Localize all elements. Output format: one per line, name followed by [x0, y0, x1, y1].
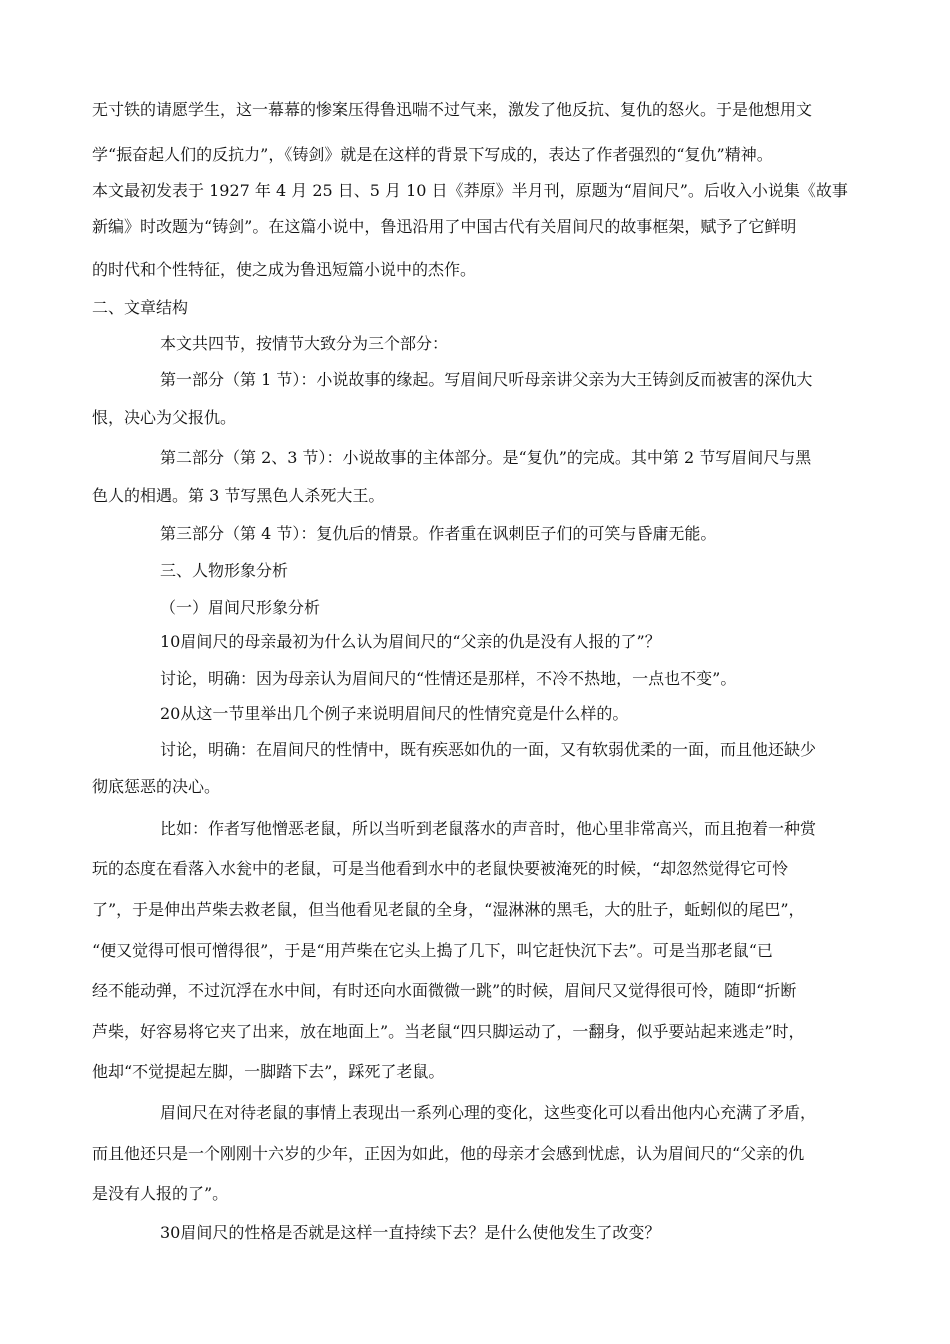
paragraph-line: 是没有人报的了”。 — [92, 1184, 229, 1203]
paragraph-line: 眉间尺在对待老鼠的事情上表现出一系列心理的变化，这些变化可以看出他内心充满了矛盾， — [160, 1103, 817, 1122]
paragraph-line: 讨论，明确：因为母亲认为眉间尺的“性情还是那样，不冷不热地，一点也不变”。 — [160, 669, 737, 688]
question-line: 10眉间尺的母亲最初为什么认为眉间尺的“父亲的仇是没有人报的了”？ — [160, 632, 661, 651]
paragraph-line: 了”，于是伸出芦柴去救老鼠，但当他看见老鼠的全身，“湿淋淋的黑毛，大的肚子，蚯蚓似的尾巴”， — [92, 900, 805, 919]
paragraph-line: 本文最初发表于 1927 年 4 月 25 日、5 月 10 日《莽原》半月刊，原题为“眉间尺”。后收入小说集《故事 — [92, 181, 848, 200]
subsection-heading: （一）眉间尺形象分析 — [160, 598, 321, 617]
question-line: 20从这一节里举出几个例子来说明眉间尺的性情究竟是什么样的。 — [160, 704, 629, 723]
paragraph-line: 彻底惩恶的决心。 — [92, 777, 221, 796]
paragraph-line: 玩的态度在看落入水瓮中的老鼠，可是当他看到水中的老鼠快要被淹死的时候，“却忽然觉得它可怜 — [92, 859, 789, 878]
paragraph-line: 色人的相遇。第 3 节写黑色人杀死大王。 — [92, 486, 385, 505]
paragraph-line: 比如：作者写他憎恶老鼠，所以当听到老鼠落水的声音时，他心里非常高兴，而且抱着一种赏 — [160, 819, 817, 838]
paragraph-line: “便又觉得可恨可憎得很”，于是“用芦柴在它头上搗了几下，叫它赶快沉下去”。可是当那老鼠“已 — [92, 941, 773, 960]
paragraph-line: 的时代和个性特征，使之成为鲁迅短篇小说中的杰作。 — [92, 260, 477, 279]
paragraph-line: 他却“不觉提起左脚，一脚踏下去”，踩死了老鼠。 — [92, 1062, 445, 1081]
paragraph-line: 第三部分（第 4 节）：复仇后的情景。作者重在讽刺臣子们的可笑与昏庸无能。 — [160, 524, 717, 543]
paragraph-line: 无寸铁的请愿学生，这一幕幕的惨案压得鲁迅喘不过气来，激发了他反抗、复仇的怒火。于是他想用文 — [92, 100, 813, 119]
paragraph-line: 而且他还只是一个刚刚十六岁的少年，正因为如此，他的母亲才会感到忧虑，认为眉间尺的“父亲的仇 — [92, 1144, 805, 1163]
paragraph-line: 本文共四节，按情节大致分为三个部分： — [160, 334, 449, 353]
paragraph-line: 学“振奋起人们的反抗力”，《铸剑》就是在这样的背景下写成的，表达了作者强烈的“复仇”精神。 — [92, 145, 773, 164]
paragraph-line: 讨论，明确：在眉间尺的性情中，既有疾恶如仇的一面，又有软弱优柔的一面，而且他还缺少 — [160, 740, 817, 759]
paragraph-line: 芦柴，好容易将它夹了出来，放在地面上”。当老鼠“四只脚运动了，一翻身，似乎要站起来逃走”时， — [92, 1022, 805, 1041]
paragraph-line: 第一部分（第 1 节）：小说故事的缘起。写眉间尺听母亲讲父亲为大王铸剑反而被害的深仇大 — [160, 370, 813, 389]
section-heading: 二、文章结构 — [92, 298, 189, 317]
paragraph-line: 新编》时改题为“铸剑”。在这篇小说中，鲁迅沿用了中国古代有关眉间尺的故事框架，赋予了它鲜明 — [92, 217, 797, 236]
paragraph-line: 恨，决心为父报仇。 — [92, 408, 237, 427]
question-line: 30眉间尺的性格是否就是这样一直持续下去？是什么使他发生了改变？ — [160, 1223, 661, 1242]
paragraph-line: 第二部分（第 2、3 节）：小说故事的主体部分。是“复仇”的完成。其中第 2 节写眉间尺与黑 — [160, 448, 812, 467]
paragraph-line: 经不能动弹，不过沉浮在水中间，有时还向水面微微一跳”的时候，眉间尺又觉得很可怜，随即“折断 — [92, 981, 797, 1000]
section-heading: 三、人物形象分析 — [160, 561, 289, 580]
